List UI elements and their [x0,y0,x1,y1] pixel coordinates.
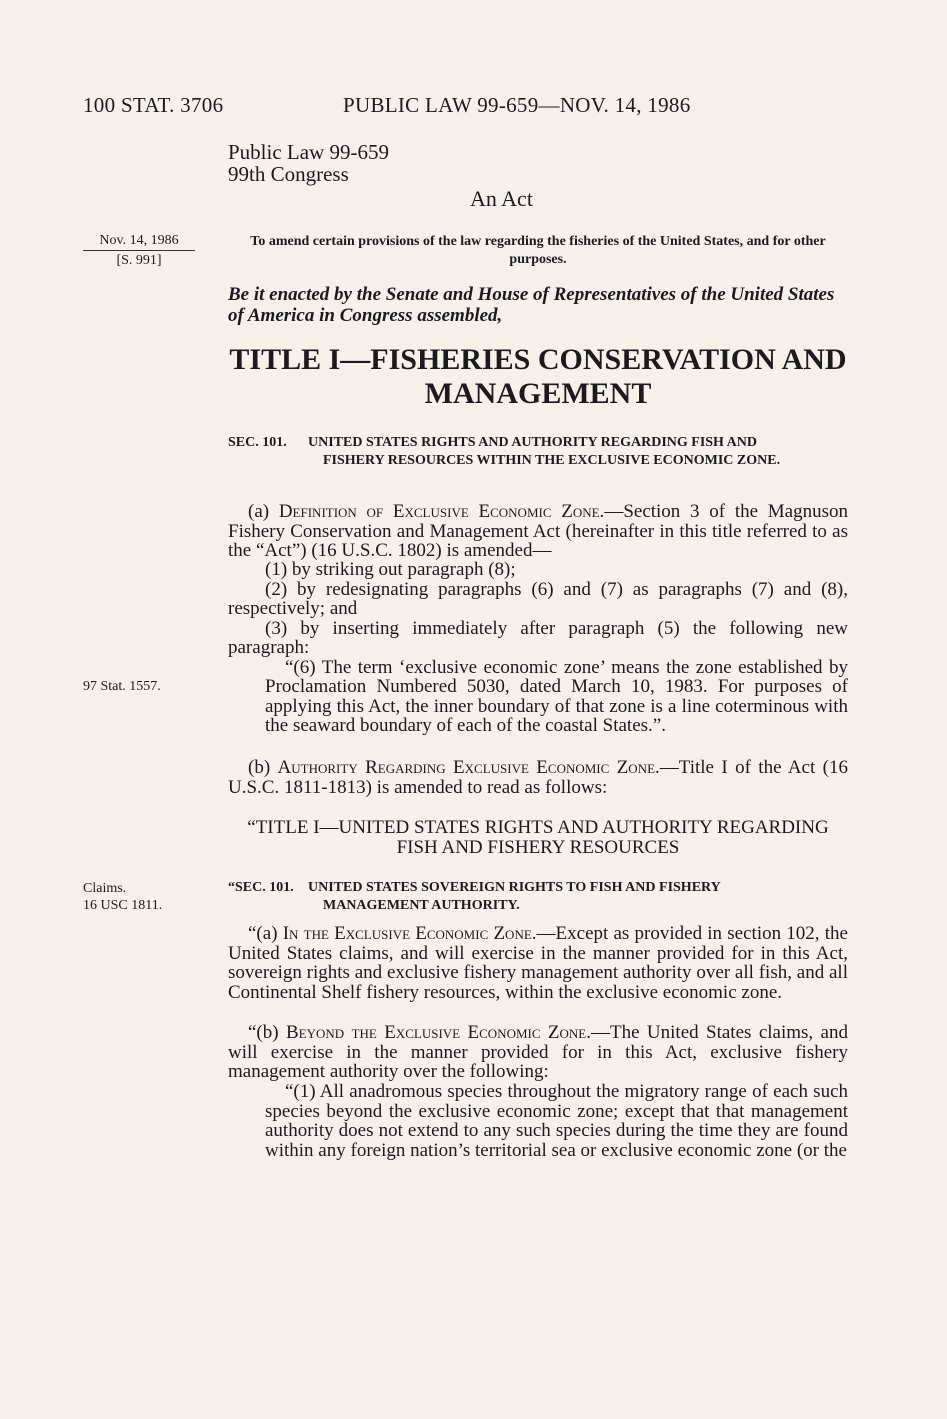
inner-a-text: —Except as provided in section 102, the United States claims, and will exercise in the manner provided for in this Act, sovereign rights and exclusive fishery management authority over all fish, and all Continental Shelf fishery resources, within the exclusive economic zone. [228,923,848,1003]
paragraph-3: (3) by inserting immediately after paragraph (5) the following new paragraph: [228,617,848,658]
inner-a-heading: In the Exclusive Economic Zone. [282,923,537,944]
congress-number: 99th Congress [228,162,349,186]
title-heading: TITLE I—FISHERIES CONSERVATION AND MANAGEMENT [229,343,847,410]
subsection-b-text: —Title I of the Act (16 U.S.C. 1811-1813) is amended to read as follows: [228,757,848,798]
margin-rule [83,250,195,251]
subsection-b [228,758,848,797]
inner-b-heading: Beyond the Exclusive Economic Zone. [286,1022,591,1043]
an-act-heading: An Act [470,186,533,211]
paragraph-1: (1) by striking out paragraph (8); [265,559,516,580]
section-101-heading [228,434,848,470]
margin-claims: Claims. [83,881,127,896]
inner-subsection-b [228,1023,848,1082]
subsection-b-heading: Authority Regarding Exclusive Economic Zone. [277,757,660,778]
inner-subsection-a [228,924,848,1002]
inner-b-label: “(b) [248,1022,286,1043]
inner-a-label: “(a) [248,923,283,944]
inner-section-heading-rest: MANAGEMENT AUTHORITY. [323,898,520,913]
paragraphs-list [228,560,848,736]
margin-date-bill [83,232,195,269]
act-purpose: To amend certain provisions of the law regarding the fisheries of the United States, and for other purposes. [250,234,826,267]
margin-date: Nov. 14, 1986 [99,233,179,248]
section-heading-line1: UNITED STATES RIGHTS AND AUTHORITY REGARDING FISH AND [308,435,757,450]
running-header: PUBLIC LAW 99-659—NOV. 14, 1986 [343,93,691,117]
paragraph-2: (2) by redesignating paragraphs (6) and (7) as paragraphs (7) and (8), respectively; and [228,578,848,619]
margin-usc: 16 USC 1811. [83,898,163,913]
public-law-number: Public Law 99-659 [228,140,389,164]
subsection-a-heading: Definition of Exclusive Economic Zone. [278,501,605,522]
page-stat-reference: 100 STAT. 3706 [83,93,224,117]
subsection-b-label: (b) [248,757,278,778]
inner-section-101-heading [228,879,848,915]
subsection-a-text: —Section 3 of the Magnuson Fishery Conservation and Management Act (hereinafter in this title referred to as the “Act”) (16 U.S.C. 1802) is amended— [228,501,848,561]
inner-b-text: —The United States claims, and will exercise in the manner provided for in this Act, exclusive fishery management authority over the following: [228,1022,848,1082]
inner-title-heading: “TITLE I—UNITED STATES RIGHTS AND AUTHORITY REGARDING FISH AND FISHERY RESOURCES [247,817,829,858]
subsection-a [228,502,848,561]
margin-bill: [S. 991] [116,253,162,268]
inner-section-number: “SEC. 101. [228,880,294,895]
enacting-clause: Be it enacted by the Senate and House of Representatives of the United States of America in Congress assembled, [228,284,835,326]
inner-section-heading-line1: UNITED STATES SOVEREIGN RIGHTS TO FISH AND FISHERY [308,880,721,895]
inner-paragraph-1: “(1) All anadromous species throughout the migratory range of each such species beyond the exclusive economic zone; except that that management authority does not extend to any such species during the time they are found within any foreign nation’s territorial sea or exclusive economic zone (or the [265,1081,848,1161]
quoted-paragraph-6: “(6) The term ‘exclusive economic zone’ means the zone established by Proclamation Numbered 5030, dated March 10, 1983. For purposes of applying this Act, the inner boundary of that zone is a line coterminous with the seaward boundary of each of the coastal States.”. [265,656,848,736]
section-heading-rest: FISHERY RESOURCES WITHIN THE EXCLUSIVE ECONOMIC ZONE. [323,453,781,468]
margin-stat-cite: 97 Stat. 1557. [83,679,161,694]
section-number: SEC. 101. [228,435,287,450]
subsection-a-label: (a) [248,501,279,522]
